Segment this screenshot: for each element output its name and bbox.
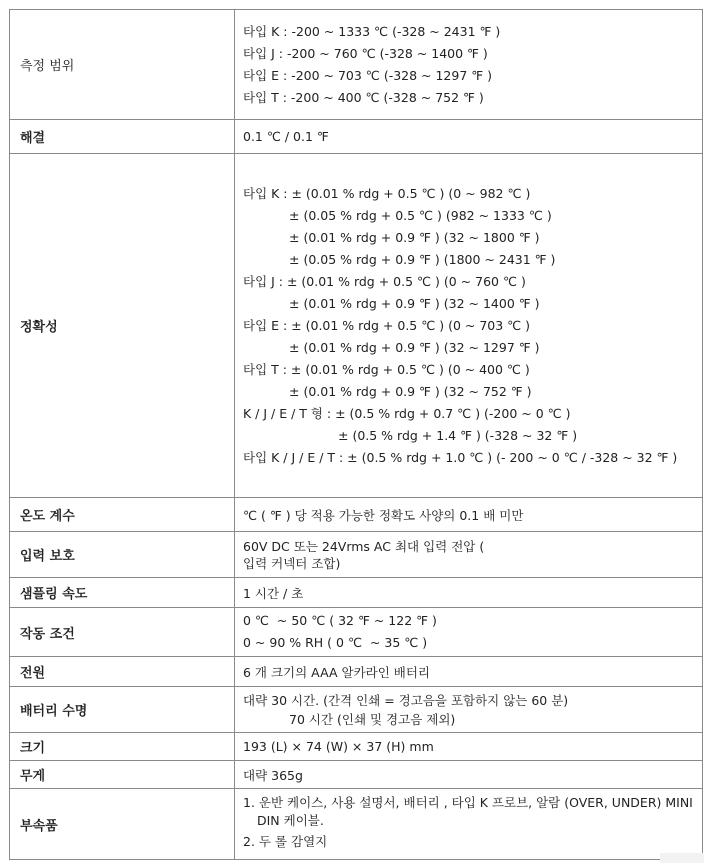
- accuracy-line: ± (0.01 % rdg + 0.9 ℉ ) (32 ~ 1400 ℉ ): [289, 295, 540, 311]
- battery-line: 대략 30 시간. (간격 인쇄 = 경고음을 포함하지 않는 60 분): [243, 692, 569, 708]
- row-weight: [10, 761, 703, 789]
- value-operating-conditions: [235, 608, 703, 657]
- value-resolution: 0.1 ℃ / 0.1 ℉: [235, 120, 703, 154]
- value-accuracy: [235, 154, 703, 498]
- accuracy-line: 타입 K / J / E / T : ± (0.5 % rdg + 1.0 ℃ ) (- 200 ~ 0 ℃ / -328 ~ 32 ℉ ): [243, 449, 678, 465]
- input-protection-line: 60V DC 또는 24Vrms AC 최대 입력 전압 (: [243, 538, 485, 554]
- accessory-item: 2. 두 롤 감열지: [243, 834, 328, 849]
- row-input-protection: [10, 532, 703, 578]
- row-accessories: [10, 789, 703, 860]
- value-dimensions: 193 (L) × 74 (W) × 37 (H) mm: [235, 733, 703, 761]
- value-temperature-coefficient: ℃ ( ℉ ) 당 적용 가능한 정확도 사양의 0.1 배 미만: [235, 498, 703, 532]
- accuracy-line: ± (0.01 % rdg + 0.9 ℉ ) (32 ~ 1800 ℉ ): [289, 229, 540, 245]
- range-line: 타입 J : -200 ~ 760 ℃ (-328 ~ 1400 ℉ ): [243, 45, 488, 61]
- range-line: 타입 T : -200 ~ 400 ℃ (-328 ~ 752 ℉ ): [243, 89, 484, 105]
- value-measurement-range: [235, 10, 703, 120]
- row-battery-life: [10, 687, 703, 733]
- input-protection-line: 입력 커넥터 조합): [243, 555, 341, 571]
- accessory-item: [243, 794, 702, 830]
- accuracy-line: 타입 J : ± (0.01 % rdg + 0.5 ℃ ) (0 ~ 760 ℃ ): [243, 273, 526, 289]
- row-measurement-range: [10, 10, 703, 120]
- range-line: 타입 K : -200 ~ 1333 ℃ (-328 ~ 2431 ℉ ): [243, 23, 501, 39]
- operating-line: 0 ℃ ~ 50 ℃ ( 32 ℉ ~ 122 ℉ ): [243, 613, 437, 628]
- battery-line: 70 시간 (인쇄 및 경고음 제외): [289, 711, 456, 727]
- row-dimensions: [10, 733, 703, 761]
- label-resolution: 해결: [10, 120, 235, 154]
- row-resolution: [10, 120, 703, 154]
- label-weight: 무게: [10, 761, 235, 789]
- corner-shade: [660, 853, 704, 863]
- accuracy-line: ± (0.05 % rdg + 0.9 ℉ ) (1800 ~ 2431 ℉ ): [289, 251, 556, 267]
- row-temperature-coefficient: [10, 498, 703, 532]
- label-input-protection: 입력 보호: [10, 532, 235, 578]
- value-battery-life: [235, 687, 703, 733]
- spec-table: [9, 9, 703, 860]
- value-weight: 대략 365g: [235, 761, 703, 789]
- label-accuracy: 정확성: [10, 154, 235, 498]
- value-sampling-rate: 1 시간 / 초: [235, 578, 703, 608]
- range-line: 타입 E : -200 ~ 703 ℃ (-328 ~ 1297 ℉ ): [243, 67, 493, 83]
- value-input-protection: [235, 532, 703, 578]
- label-operating-conditions: 작동 조건: [10, 608, 235, 657]
- row-sampling-rate: [10, 578, 703, 608]
- row-accuracy: [10, 154, 703, 498]
- row-power: [10, 657, 703, 687]
- accessory-item-line: 1. 운반 케이스, 사용 설명서, 배터리 , 타입 K 프로브, 알람 (OVER, UNDER) MINI: [243, 795, 693, 810]
- label-power: 전원: [10, 657, 235, 687]
- accuracy-line: K / J / E / T 형 : ± (0.5 % rdg + 0.7 ℃ ) (-200 ~ 0 ℃ ): [243, 405, 571, 421]
- accuracy-line: 타입 T : ± (0.01 % rdg + 0.5 ℃ ) (0 ~ 400 ℃ ): [243, 361, 530, 377]
- accuracy-line: 타입 K : ± (0.01 % rdg + 0.5 ℃ ) (0 ~ 982 ℃ ): [243, 185, 531, 201]
- row-operating-conditions: [10, 608, 703, 657]
- label-sampling-rate: 샘플링 속도: [10, 578, 235, 608]
- label-battery-life: 배터리 수명: [10, 687, 235, 733]
- accuracy-line: ± (0.01 % rdg + 0.9 ℉ ) (32 ~ 752 ℉ ): [289, 383, 532, 399]
- label-dimensions: 크기: [10, 733, 235, 761]
- value-accessories: [235, 789, 703, 860]
- accuracy-line: ± (0.5 % rdg + 1.4 ℉ ) (-328 ~ 32 ℉ ): [338, 427, 578, 443]
- accessory-item-line: DIN 케이블.: [257, 813, 324, 828]
- accuracy-line: ± (0.01 % rdg + 0.9 ℉ ) (32 ~ 1297 ℉ ): [289, 339, 540, 355]
- label-accessories: 부속품: [10, 789, 235, 860]
- label-measurement-range: 측정 범위: [10, 10, 235, 120]
- value-power: 6 개 크기의 AAA 알카라인 배터리: [235, 657, 703, 687]
- accuracy-line: ± (0.05 % rdg + 0.5 ℃ ) (982 ~ 1333 ℃ ): [289, 207, 552, 223]
- operating-line: 0 ~ 90 % RH ( 0 ℃ ~ 35 ℃ ): [243, 635, 428, 650]
- accuracy-line: 타입 E : ± (0.01 % rdg + 0.5 ℃ ) (0 ~ 703 ℃ ): [243, 317, 531, 333]
- label-temperature-coefficient: 온도 계수: [10, 498, 235, 532]
